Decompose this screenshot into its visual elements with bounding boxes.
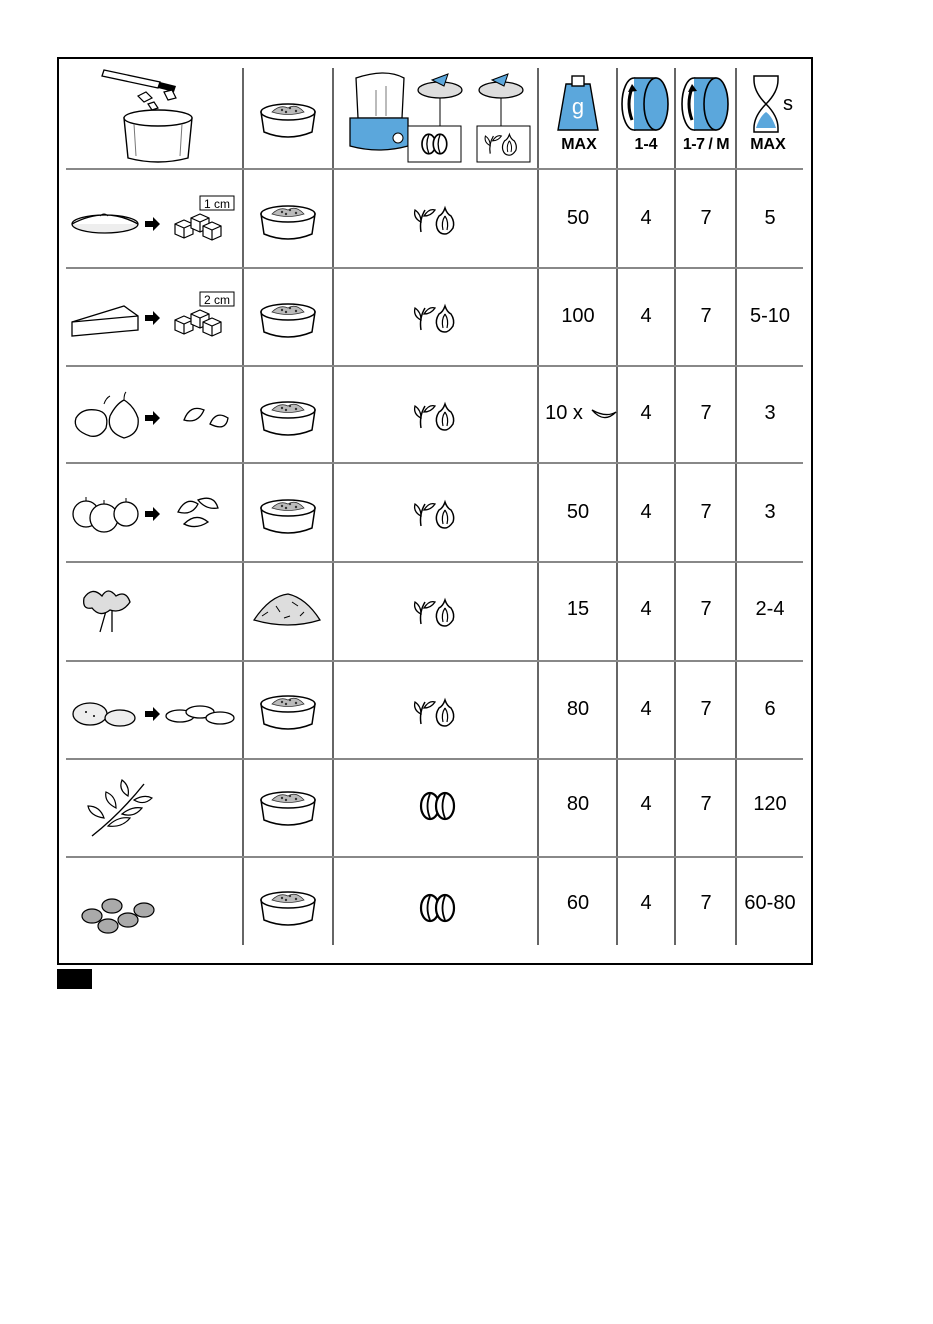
bowl-icon xyxy=(261,206,315,239)
grain-ears-icon xyxy=(88,780,152,836)
cut-size-label: 1 cm xyxy=(203,197,231,211)
speed-b-value: 7 xyxy=(700,598,712,620)
bowl-icon xyxy=(261,304,315,337)
speed-dial-icon-b xyxy=(682,78,728,130)
herb-onion-blade-icon xyxy=(415,306,454,332)
garlic-bulbs-icon xyxy=(75,392,138,438)
speed-range-b-label: 1-7 / M xyxy=(682,136,730,153)
bowl-icon xyxy=(261,696,315,729)
coffee-blade-icon xyxy=(421,793,454,819)
herb-onion-blade-icon xyxy=(415,404,454,430)
time-value: 3 xyxy=(764,402,776,424)
meat-slice-icon xyxy=(72,214,138,233)
speed-range-a-label: 1-4 xyxy=(634,136,658,153)
coffee-blade-icon xyxy=(421,895,454,921)
weight-value: 80 xyxy=(566,793,590,815)
bowl-icon xyxy=(261,892,315,925)
herb-onion-blade-icon xyxy=(415,600,454,626)
speed-a-value: 4 xyxy=(640,892,652,914)
bowl-icon xyxy=(261,402,315,435)
container-with-knife-icon xyxy=(102,70,192,162)
garlic-cloves-icon xyxy=(184,408,228,427)
coffee-beans-icon xyxy=(82,899,154,933)
time-value: 3 xyxy=(764,501,776,523)
speed-a-value: 4 xyxy=(640,207,652,229)
weight-max-label: MAX xyxy=(561,136,597,153)
weight-value: 100 xyxy=(561,305,595,327)
time-value: 5-10 xyxy=(749,305,791,327)
bowl-icon xyxy=(261,792,315,825)
herb-onion-blade-icon xyxy=(415,208,454,234)
almonds-icon xyxy=(166,706,234,724)
hourglass-icon xyxy=(754,76,778,132)
onion-pieces-icon xyxy=(178,498,218,526)
speed-b-value: 7 xyxy=(700,305,712,327)
time-unit-symbol: s xyxy=(783,93,793,115)
speed-a-value: 4 xyxy=(640,793,652,815)
weight-value: 50 xyxy=(566,207,590,229)
bowl-header-icon xyxy=(261,104,315,137)
almonds-in-shell-icon xyxy=(73,703,135,726)
time-max-label: MAX xyxy=(750,136,786,153)
speed-b-value: 7 xyxy=(700,793,712,815)
speed-a-value: 4 xyxy=(640,598,652,620)
speed-b-value: 7 xyxy=(700,698,712,720)
garlic-clove-small-icon xyxy=(592,410,616,418)
weight-value: 50 xyxy=(566,501,590,523)
herb-onion-blade-icon xyxy=(415,502,454,528)
cut-size-label: 2 cm xyxy=(203,293,231,307)
weight-value: 80 xyxy=(566,698,590,720)
time-value: 120 xyxy=(753,793,787,815)
speed-a-value: 4 xyxy=(640,402,652,424)
speed-dial-icon-a xyxy=(622,78,668,130)
herb-onion-blade-icon xyxy=(415,700,454,726)
weight-value: 10 x xyxy=(545,402,583,424)
time-value: 5 xyxy=(764,207,776,229)
weight-value: 15 xyxy=(566,598,590,620)
speed-a-value: 4 xyxy=(640,501,652,523)
speed-b-value: 7 xyxy=(700,501,712,523)
page-tab-marker xyxy=(57,969,92,989)
cheese-wedge-icon xyxy=(72,306,138,336)
bowl-icon xyxy=(261,500,315,533)
appliance-with-blades-icon xyxy=(350,73,530,162)
speed-a-value: 4 xyxy=(640,305,652,327)
speed-b-value: 7 xyxy=(700,402,712,424)
time-value: 60-80 xyxy=(744,892,796,914)
time-value: 2-4 xyxy=(755,598,785,620)
weight-unit-symbol: g xyxy=(571,94,585,119)
chopped-herbs-pile-icon xyxy=(254,594,320,625)
time-value: 6 xyxy=(764,698,776,720)
onions-icon xyxy=(73,497,138,532)
parsley-icon xyxy=(84,591,130,632)
speed-a-value: 4 xyxy=(640,698,652,720)
weight-value: 60 xyxy=(566,892,590,914)
speed-b-value: 7 xyxy=(700,892,712,914)
speed-b-value: 7 xyxy=(700,207,712,229)
